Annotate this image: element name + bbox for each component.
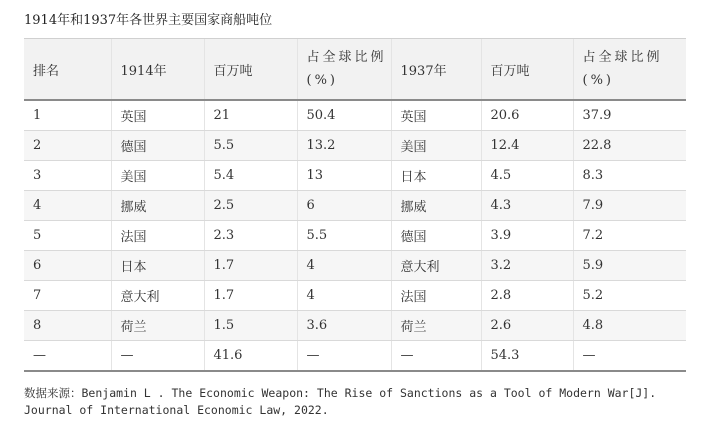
header-share-1914-label: 占全球比例(%) [306,50,387,88]
share-1937-cell: 4.8 [573,311,686,341]
country-1937-cell: 英国 [391,100,481,131]
share-1937-cell: 7.9 [573,191,686,221]
country-1914-cell: 挪威 [111,191,204,221]
share-1937-cell: — [573,341,686,372]
rank-cell: 7 [24,281,111,311]
table-row [24,221,686,251]
country-1914-cell: 日本 [111,251,204,281]
header-share-1937-label: 占全球比例(%) [582,50,663,88]
header-share-1914 [297,39,391,101]
share-1914-cell: 6 [297,191,391,221]
total-row [24,341,686,372]
tonnage-1937-cell: 4.3 [481,191,573,221]
header-tonnage-1937: 百万吨 [481,39,573,101]
country-1914-cell: 法国 [111,221,204,251]
country-1914-cell: — [111,341,204,372]
country-1914-cell: 意大利 [111,281,204,311]
country-1937-cell: 美国 [391,131,481,161]
tonnage-1914-cell: 1.7 [204,281,297,311]
share-1914-cell: 50.4 [297,100,391,131]
share-1937-cell: 7.2 [573,221,686,251]
share-1937-cell: 5.2 [573,281,686,311]
table-row [24,100,686,131]
header-tonnage-1914: 百万吨 [204,39,297,101]
tonnage-1937-cell: 12.4 [481,131,573,161]
tonnage-1937-cell: 20.6 [481,100,573,131]
country-1914-cell: 美国 [111,161,204,191]
country-1937-cell: 法国 [391,281,481,311]
header-row [24,39,686,101]
share-1914-cell: 4 [297,281,391,311]
tonnage-1937-cell: 3.9 [481,221,573,251]
tonnage-1914-cell: 2.3 [204,221,297,251]
table-row [24,311,686,341]
country-1914-cell: 荷兰 [111,311,204,341]
tonnage-1937-cell: 2.8 [481,281,573,311]
share-1914-cell: 13 [297,161,391,191]
share-1937-cell: 37.9 [573,100,686,131]
rank-cell: 5 [24,221,111,251]
rank-cell: 8 [24,311,111,341]
share-1937-cell: 8.3 [573,161,686,191]
tonnage-1914-cell: 5.4 [204,161,297,191]
country-1937-cell: 意大利 [391,251,481,281]
header-country-1914: 1914年 [111,39,204,101]
table-row [24,161,686,191]
share-1914-cell: 5.5 [297,221,391,251]
tonnage-1937-total-cell: 54.3 [481,341,573,372]
share-1914-cell: — [297,341,391,372]
country-1914-cell: 英国 [111,100,204,131]
rank-cell: — [24,341,111,372]
rank-cell: 6 [24,251,111,281]
share-1914-cell: 13.2 [297,131,391,161]
source-note: 数据来源：Benjamin L . The Economic Weapon: The Rise of Sanctions as a Tool of Modern War[J]. Journal of International Economic Law, 2022. [24,386,657,417]
country-1937-cell: 荷兰 [391,311,481,341]
rank-cell: 2 [24,131,111,161]
table-caption: 1914年和1937年各世界主要国家商船吨位 [24,13,273,28]
tonnage-1914-cell: 1.5 [204,311,297,341]
header-share-1937 [573,39,686,101]
share-1914-cell: 3.6 [297,311,391,341]
rank-cell: 4 [24,191,111,221]
tonnage-1914-cell: 5.5 [204,131,297,161]
table-row [24,191,686,221]
country-1937-cell: 挪威 [391,191,481,221]
tonnage-1914-cell: 2.5 [204,191,297,221]
country-1914-cell: 德国 [111,131,204,161]
table-row [24,281,686,311]
country-1937-cell: 德国 [391,221,481,251]
rank-cell: 3 [24,161,111,191]
tonnage-1914-cell: 1.7 [204,251,297,281]
header-rank: 排名 [24,39,111,101]
header-country-1937: 1937年 [391,39,481,101]
tonnage-1937-cell: 4.5 [481,161,573,191]
tonnage-1937-cell: 2.6 [481,311,573,341]
share-1937-cell: 5.9 [573,251,686,281]
tonnage-1914-cell: 21 [204,100,297,131]
merchant-tonnage-table [24,38,686,372]
country-1937-cell: — [391,341,481,372]
table-row [24,251,686,281]
share-1914-cell: 4 [297,251,391,281]
table-row [24,131,686,161]
tonnage-1937-cell: 3.2 [481,251,573,281]
share-1937-cell: 22.8 [573,131,686,161]
rank-cell: 1 [24,100,111,131]
country-1937-cell: 日本 [391,161,481,191]
tonnage-1914-total-cell: 41.6 [204,341,297,372]
